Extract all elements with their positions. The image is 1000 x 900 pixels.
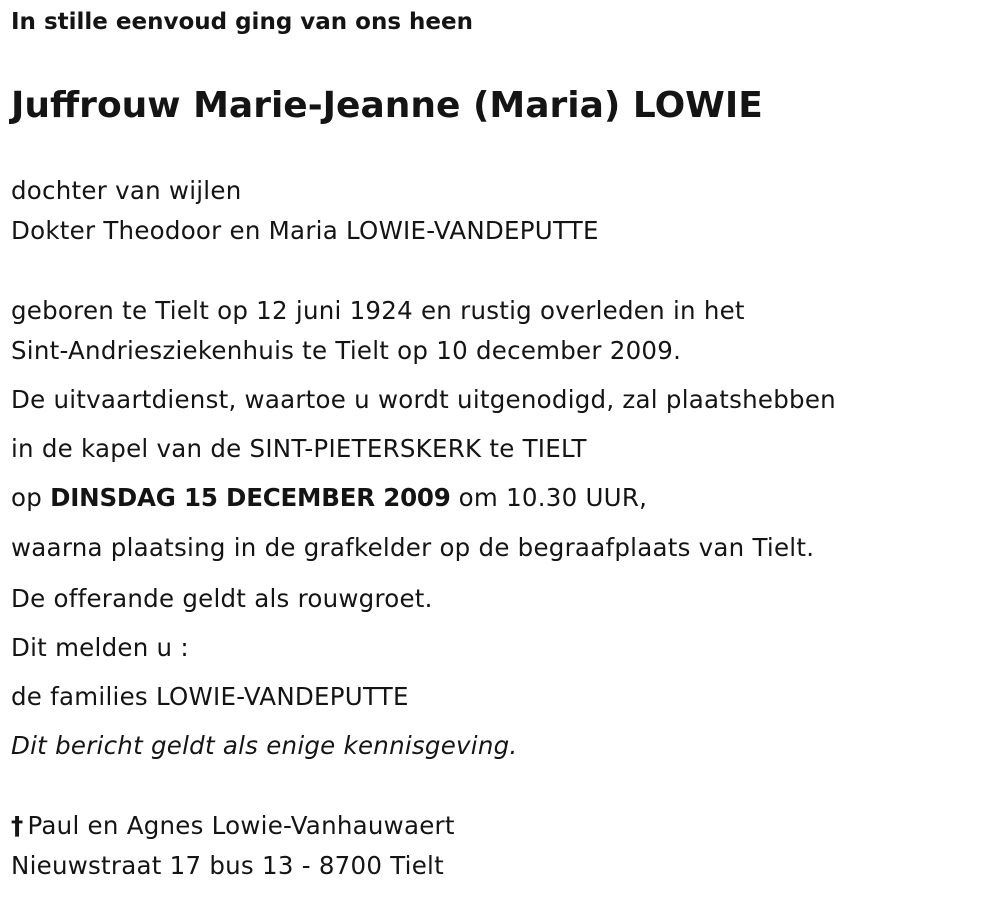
deceased-name: Juffrouw Marie-Jeanne (Maria) LOWIE: [11, 85, 763, 126]
funeral-date: DINSDAG 15 DECEMBER 2009: [50, 483, 451, 512]
parents-line-2: Dokter Theodoor en Maria LOWIE-VANDEPUTTE: [11, 216, 599, 245]
contact-address: Nieuwstraat 17 bus 13 - 8700 Tielt: [11, 851, 444, 880]
funeral-line-1: De uitvaartdienst, waartoe u wordt uitgenodigd, zal plaatshebben: [11, 385, 836, 414]
funeral-time: om 10.30 UUR,: [458, 483, 648, 512]
burial-line: waarna plaatsing in de grafkelder op de begraafplaats van Tielt.: [11, 533, 815, 562]
birth-line-1: geboren te Tielt op 12 juni 1924 en rustig overleden in het: [11, 296, 745, 325]
notice-note: Dit bericht geldt als enige kennisgeving.: [11, 731, 518, 760]
parents-line-1: dochter van wijlen: [11, 176, 242, 205]
cross-icon: †: [11, 811, 24, 840]
contact-name: Paul en Agnes Lowie-Vanhauwaert: [27, 811, 455, 840]
contact-name-line: [11, 811, 455, 840]
funeral-line-2: in de kapel van de SINT-PIETERSKERK te TIELT: [11, 434, 587, 463]
offering-line: De offerande geldt als rouwgroet.: [11, 584, 433, 613]
funeral-date-line: [11, 483, 647, 512]
announce-line-2: de families LOWIE-VANDEPUTTE: [11, 682, 409, 711]
date-prefix: op: [11, 483, 43, 512]
birth-line-2: Sint-Andriesziekenhuis te Tielt op 10 december 2009.: [11, 336, 682, 365]
announce-line-1: Dit melden u :: [11, 633, 189, 662]
intro-line: In stille eenvoud ging van ons heen: [11, 9, 473, 35]
